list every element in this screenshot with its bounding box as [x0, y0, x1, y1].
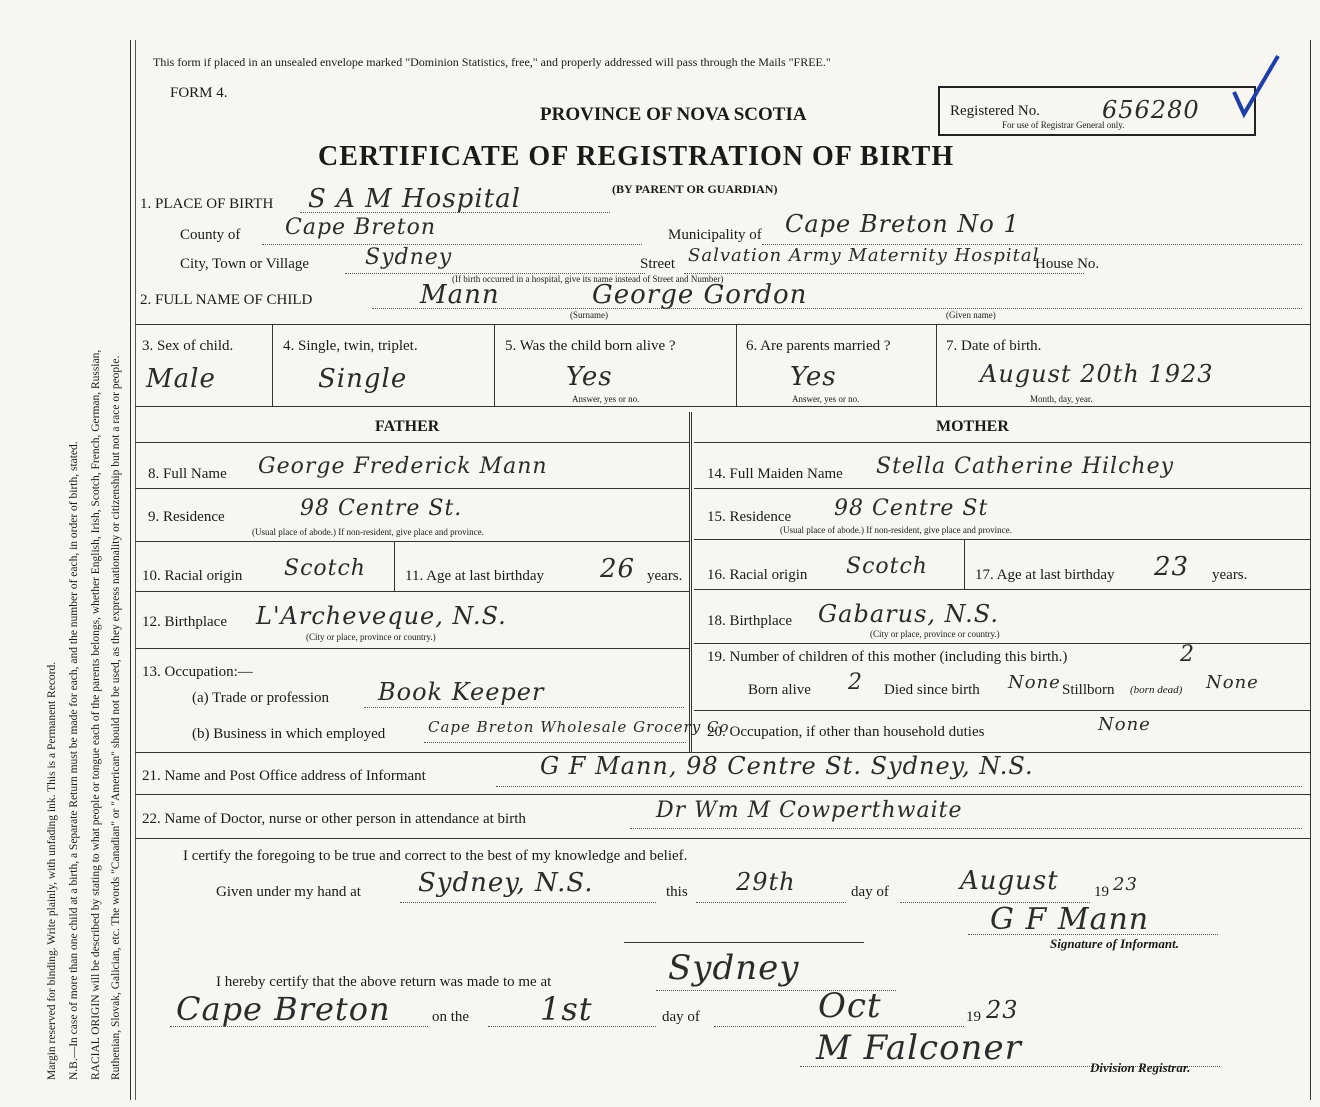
given-name-caption: (Given name) [946, 310, 996, 320]
mother-age-value: 23 [1154, 552, 1190, 582]
father-heading: FATHER [375, 418, 440, 435]
form-left-border [130, 40, 131, 1100]
mother-occupation-label: 20. Occupation, if other than household duties [707, 724, 985, 740]
municipality-label: Municipality of [668, 227, 762, 243]
dob-caption: Month, day, year. [1030, 394, 1093, 404]
registrar-signature: M Falconer [816, 1028, 1022, 1068]
registrar-note: For use of Registrar General only. [1002, 120, 1125, 130]
father-name-rule [135, 488, 689, 489]
certify-day-label: day of [851, 884, 889, 900]
mother-heading-rule [694, 442, 1310, 443]
sidebar-text-1: Margin reserved for binding. Write plainly, with unfading ink. This is a Permanent Record. [46, 661, 58, 1080]
father-birthplace-value: L'Archeveque, N.S. [256, 602, 507, 630]
mother-birthplace-caption: (City or place, province or country.) [870, 629, 1000, 639]
mother-occupation-value: None [1098, 714, 1151, 735]
father-birthplace-label: 12. Birthplace [142, 614, 227, 630]
mother-name-rule [694, 488, 1310, 489]
father-race-value: Scotch [284, 556, 366, 581]
certify-day-line [696, 902, 846, 903]
street-value: Salvation Army Maternity Hospital [688, 245, 1040, 266]
registrar-month-value: Oct [818, 986, 882, 1026]
registered-value: 656280 [1102, 96, 1200, 124]
father-age-label: 11. Age at last birthday [405, 568, 544, 584]
father-residence-caption: (Usual place of abode.) If non-resident, give place and province. [252, 527, 484, 537]
this-label: this [666, 884, 688, 900]
certify-day-value: 29th [736, 868, 796, 896]
child-surname: Mann [420, 280, 500, 310]
mother-age-label: 17. Age at last birthday [975, 567, 1115, 583]
trade-label: (a) Trade or profession [192, 690, 330, 706]
mother-residence-value: 98 Centre St [834, 496, 989, 521]
parents-married-caption: Answer, yes or no. [792, 394, 860, 404]
born-alive-caption: Answer, yes or no. [572, 394, 640, 404]
mother-birthplace-value: Gabarus, N.S. [818, 600, 999, 628]
municipality-value: Cape Breton No 1 [785, 210, 1020, 238]
divider-doctor-top [135, 794, 1310, 795]
informant-signature: G F Mann [990, 902, 1150, 937]
registered-number-box [938, 86, 1256, 136]
sidebar-text-2: N.B.—In case of more than one child at a birth, a Separate Return must be made for each, and the number of each, in order of birth, stated. [68, 441, 80, 1080]
informant-value: G F Mann, 98 Centre St. Sydney, N.S. [540, 752, 1034, 780]
given-place-line [400, 902, 656, 903]
registrar-year-prefix: 19 [966, 1009, 981, 1025]
street-label: Street [640, 256, 675, 272]
place-of-birth-line [300, 212, 610, 213]
check-mark-icon [1232, 52, 1282, 122]
mother-birthplace-rule [694, 643, 1310, 644]
mother-children-rule [694, 710, 1310, 711]
registrar-year-value: 23 [986, 996, 1019, 1024]
parents-married-value: Yes [790, 362, 837, 392]
house-label: House No. [1035, 256, 1100, 272]
street-line [684, 273, 1084, 274]
registered-label: Registered No. [950, 103, 1040, 119]
registrar-day-line [488, 1026, 656, 1027]
stillborn-value: None [1206, 672, 1259, 693]
stillborn-caption: (born dead) [1130, 684, 1183, 696]
mother-residence-caption: (Usual place of abode.) If non-resident, give place and province. [780, 525, 1012, 535]
dob-label: 7. Date of birth. [946, 338, 1042, 354]
doctor-value: Dr Wm M Cowperthwaite [656, 798, 963, 823]
dob-value: August 20th 1923 [980, 360, 1214, 388]
form-right-border [1310, 40, 1311, 1100]
given-under-label: Given under my hand at [216, 884, 361, 900]
father-birthplace-caption: (City or place, province or country.) [306, 632, 436, 642]
mother-age-years: years. [1212, 567, 1248, 583]
plurality-label: 4. Single, twin, triplet. [283, 338, 418, 354]
facts-divider-4 [936, 324, 937, 406]
county-value: Cape Breton [285, 215, 437, 240]
plurality-value: Single [318, 364, 408, 394]
father-heading-rule [135, 442, 689, 443]
registrar-caption: Division Registrar. [1090, 1060, 1191, 1075]
doctor-label: 22. Name of Doctor, nurse or other person in attendance at birth [142, 811, 526, 827]
certify-month-value: August [960, 866, 1059, 896]
city-label: City, Town or Village [180, 256, 310, 272]
born-alive-label: 5. Was the child born alive ? [505, 338, 676, 354]
divider-facts-top [135, 324, 1310, 325]
children-count-label: 19. Number of children of this mother (including this birth.) [707, 649, 1068, 665]
registrar-text: I hereby certify that the above return was made to me at [216, 974, 552, 990]
divider-parents-top [135, 406, 1310, 407]
business-line [424, 742, 686, 743]
mother-race-rule [694, 589, 1310, 590]
registrar-rule [624, 942, 864, 943]
father-race-rule [135, 591, 689, 592]
registrar-month-line [714, 1026, 964, 1027]
trade-line [364, 707, 684, 708]
page-subtitle: (BY PARENT OR GUARDIAN) [612, 182, 778, 196]
mother-name-label: 14. Full Maiden Name [707, 466, 843, 482]
mother-heading: MOTHER [936, 418, 1009, 435]
given-place-value: Sydney, N.S. [418, 868, 594, 898]
hospital-note: (If birth occurred in a hospital, give its name instead of Street and Number) [452, 274, 724, 284]
signature-line [968, 934, 1218, 935]
doctor-line [630, 828, 1302, 829]
father-name-label: 8. Full Name [148, 466, 227, 482]
born-alive-count-value: 2 [848, 670, 863, 695]
father-race-divider [394, 541, 395, 591]
mother-residence-label: 15. Residence [707, 509, 792, 525]
born-alive-value: Yes [566, 362, 613, 392]
signature-caption: Signature of Informant. [1050, 936, 1179, 951]
certify-year-prefix: 19 [1094, 884, 1109, 900]
mother-race-label: 16. Racial origin [707, 567, 808, 583]
father-residence-label: 9. Residence [148, 509, 225, 525]
sidebar-text-4: Ruthenian, Slovak, Galician, etc. The words "Canadian" or "American" should not be used, as they express nationality or citizenship but not a race or people. [110, 355, 122, 1080]
child-given-name: George Gordon [592, 280, 808, 310]
father-name-value: George Frederick Mann [258, 454, 548, 479]
business-label: (b) Business in which employed [192, 726, 386, 742]
province-heading: PROVINCE OF NOVA SCOTIA [540, 104, 807, 125]
on-the-label: on the [432, 1009, 470, 1025]
registrar-county-value: Cape Breton [176, 990, 391, 1028]
father-race-label: 10. Racial origin [142, 568, 243, 584]
mother-birthplace-label: 18. Birthplace [707, 613, 792, 629]
place-of-birth-value: S A M Hospital [308, 184, 521, 214]
father-residence-value: 98 Centre St. [300, 496, 463, 521]
parents-married-label: 6. Are parents married ? [746, 338, 891, 354]
form-number: FORM 4. [170, 85, 228, 101]
registrar-day-value: 1st [540, 990, 593, 1028]
father-occupation-label: 13. Occupation:— [142, 664, 253, 680]
certify-year-value: 23 [1113, 874, 1138, 895]
registrar-county-line [170, 1026, 428, 1027]
facts-divider-1 [272, 324, 273, 406]
page-title: CERTIFICATE OF REGISTRATION OF BIRTH [318, 141, 955, 172]
divider-certify-top [135, 838, 1310, 839]
registrar-day-label: day of [662, 1009, 700, 1025]
father-residence-rule [135, 541, 689, 542]
child-name-label: 2. FULL NAME OF CHILD [140, 292, 313, 308]
sidebar-text-3: RACIAL ORIGIN will be described by stating to what people or tongue each of the parents belongs, whether English, Irish, Scotch, French, German, Russian, [90, 349, 102, 1080]
sex-label: 3. Sex of child. [142, 338, 234, 354]
certify-text: I certify the foregoing to be true and correct to the best of my knowledge and belief. [183, 848, 688, 864]
father-age-years: years. [647, 568, 683, 584]
mother-race-value: Scotch [846, 554, 928, 579]
facts-divider-3 [736, 324, 737, 406]
parents-divider [689, 412, 692, 752]
sex-value: Male [146, 364, 216, 394]
informant-label: 21. Name and Post Office address of Informant [142, 768, 426, 784]
mother-residence-rule [694, 539, 1310, 540]
form-left-border-inner [135, 40, 136, 1100]
mother-name-value: Stella Catherine Hilchey [876, 454, 1175, 479]
died-since-birth-value: None [1008, 672, 1061, 693]
died-since-birth-label: Died since birth [884, 682, 980, 698]
child-name-line [372, 308, 1302, 309]
mother-race-divider [964, 539, 965, 589]
stillborn-label: Stillborn [1062, 682, 1115, 698]
born-alive-count-label: Born alive [748, 682, 811, 698]
registrar-place-value: Sydney [668, 948, 800, 988]
children-count-value: 2 [1180, 642, 1195, 667]
county-label: County of [180, 227, 241, 243]
surname-caption: (Surname) [570, 310, 608, 320]
trade-value: Book Keeper [378, 678, 545, 706]
facts-divider-2 [494, 324, 495, 406]
place-of-birth-label: 1. PLACE OF BIRTH [140, 196, 274, 212]
business-value: Cape Breton Wholesale Grocery Co [428, 718, 730, 736]
father-birthplace-rule [135, 648, 689, 649]
informant-line [496, 786, 1302, 787]
city-value: Sydney [365, 245, 453, 270]
mail-note: This form if placed in an unsealed envelope marked "Dominion Statistics, free," and properly addressed will pass through the Mails "FREE." [153, 55, 831, 69]
father-age-value: 26 [600, 554, 636, 584]
